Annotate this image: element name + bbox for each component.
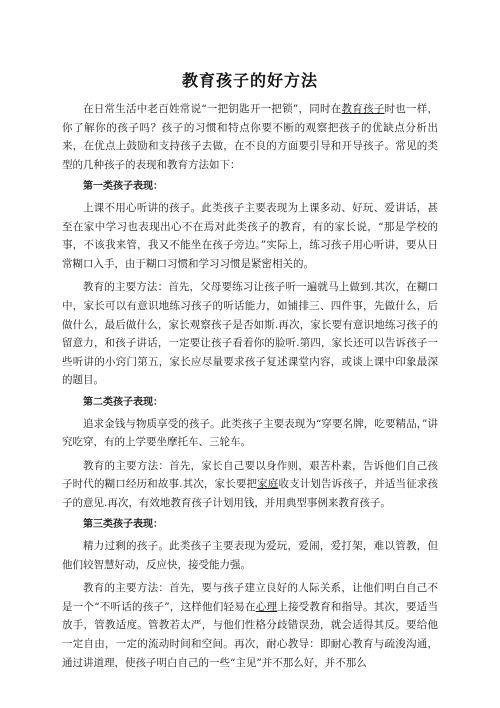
section-3-description: 精力过剩的孩子。此类孩子主要表现为爱玩，爱闹，爱打架，难以管教，但他们较智慧好动，反应快，接受能力强。 (62, 540, 438, 571)
section-2-link-jiating[interactable]: 家庭 (257, 478, 279, 491)
intro-link-jiaoyu-haizi[interactable]: 教育孩子 (341, 103, 385, 115)
intro-text-b: 时也一样，你了解你的孩子吗？孩子的习惯和特点你要不断的观察把孩子的优缺点分析出来，在优点上鼓励和支持孩子去做，在不良的方面要引导和开导孩子。常见的类型的几种孩子的表现和教育方法如下： (62, 103, 438, 171)
section-2-description: 追求金钱与物质享受的孩子。此类孩子主要表现为“穿要名牌，吃要精品，”讲究吃穿，有的上学要坐摩托车、三轮车。 (62, 417, 438, 449)
section-3-heading: 第三类孩子表现： (83, 519, 163, 531)
article-body (62, 100, 438, 672)
intro-text-a: 在日常生活中老百姓常说“一把钥匙开一把锁”，同时在 (83, 103, 342, 115)
section-1-description: 上课不用心听讲的孩子。此类孩子主要表现为上课多动、好玩、爱讲话，甚至在家中学习也表现出心不在焉对此类孩子的教育，有的家长说，“那是学校的事，不该我来管，我又不能坐在孩子旁边。”实际上，练习孩子用心听讲，要从日常糊口入手，由于糊口习惯和学习习惯是紧密相关的。 (62, 201, 438, 270)
section-3-method-text-a: 教育的主要方法：首先，要与孩子建立良好的人际关系，让他们明白自己不是一个“不听话的孩子”，这样他们轻易在 (62, 582, 438, 613)
intro-paragraph (62, 100, 438, 174)
section-2-method-text-b: 收支计划告诉孩子，并适当征求孩子的意见.再次，有效地教育孩子计划用钱，并用典型事例来教育孩子。 (62, 478, 438, 509)
section-2-method-text-a: 教育的主要方法：首先，家长自己要以身作则，艰苦朴素，告诉他们自己孩子时代的糊口经历和故事.其次，家长要把 (62, 459, 438, 491)
page-title: 教育孩子的好方法 (181, 71, 318, 90)
section-3-link-xinli[interactable]: 心理 (255, 600, 278, 613)
section-1-method: 教育的主要方法：首先，父母要练习让孩子听一遍就马上做到.其次，在糊口中，家长可以有意识地练习孩子的听话能力，如铺排三、四件事，先做什么，后做什么，最后做什么，家长观察孩子是否如斯.再次，家长要有意识地练习孩子的留意力，和孩子讲话，一定要让孩子看着你的脸听.第四，家长还可以告诉孩子一些听讲的小窍门第五，家长应尽量要求孩子复述课堂内容，或谈上课中印象最深的题目。 (62, 281, 438, 387)
section-3-method (62, 579, 438, 672)
section-2-method (62, 457, 438, 513)
section-2-heading: 第二类孩子表现： (83, 396, 163, 408)
section-3-method-text-b: 上接受教育和指导。其次，要适当放手，管教适度。管教若太严，与他们性格分歧错误劲，就会适得其反。要给他一定自由，一定的流动时间和空间。再次，耐心教导：即耐心教育与疏浚沟通，通过讲道理，使孩子明白自己的一些“主见”并不那么好，并不那么 (62, 600, 439, 669)
section-1-heading: 第一类孩子表现： (83, 181, 163, 193)
